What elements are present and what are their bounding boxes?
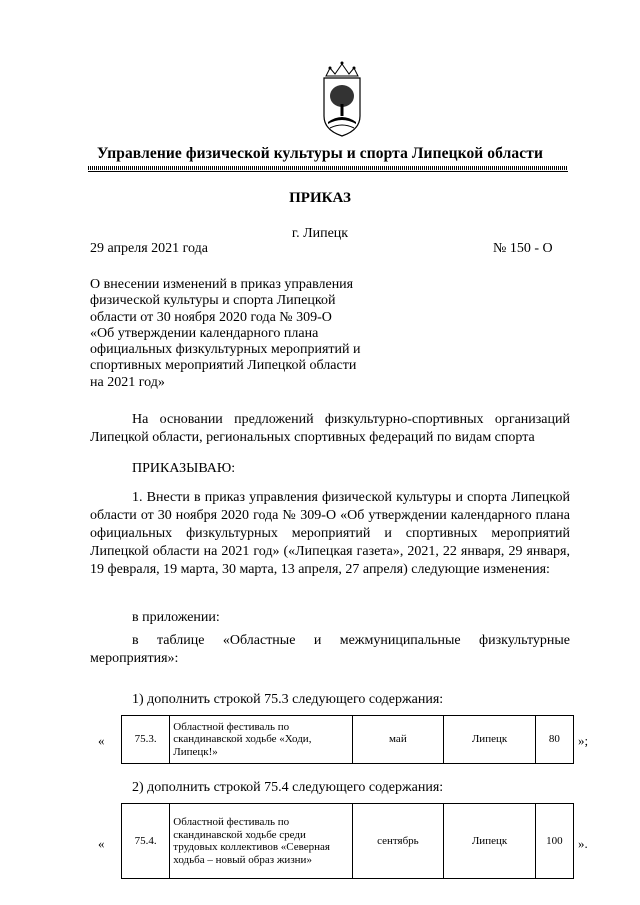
event-name: Областной фестиваль по скандинавской ходьбе среди трудовых коллективов «Северная ходьба – новый образ жизни»: [170, 804, 352, 879]
city: г. Липецк: [291, 226, 349, 241]
participants-count: 80: [535, 716, 573, 764]
item-1: 1) дополнить строкой 75.3 следующего содержания:: [132, 692, 444, 707]
row-number: 75.4.: [121, 804, 169, 879]
open-quote: «: [98, 733, 105, 748]
document-number: № 150 - О: [493, 241, 553, 256]
header-rule: [88, 166, 568, 170]
subject-line: О внесении изменений в приказ управления: [90, 277, 354, 292]
item-2: 2) дополнить строкой 75.4 следующего содержания:: [132, 780, 444, 795]
event-month: сентябрь: [352, 804, 444, 879]
coat-of-arms-icon: [320, 58, 364, 138]
document-title: ПРИКАЗ: [289, 190, 351, 206]
paragraph-basis: На основании предложений физкультурно-спортивных организаций Липецкой области, региональных спортивных федераций по видам спорта: [90, 412, 570, 445]
paragraph-table-ref: в таблице «Областные и межмуниципальные физкультурные мероприятия»:: [90, 633, 570, 666]
paragraph-amendment: 1. Внести в приказ управления физической культуры и спорта Липецкой области от 30 ноября 2020 года № 309-О «Об утверждении календарного плана официальных физкультурных мероприятий и спортивных мероприятий Липецкой области на 2021 год» («Липецкая газета», 2021, 22 января, 29 января, 19 февраля, 19 марта, 30 марта, 13 апреля, 27 апреля) следующие изменения:: [90, 490, 570, 577]
document-subject: [90, 277, 390, 391]
subject-line: физической культуры и спорта Липецкой: [90, 293, 336, 309]
event-name: Областной фестиваль по скандинавской ходьбе «Ходи, Липецк!»: [170, 716, 352, 764]
close-quote: ».: [578, 836, 588, 851]
event-month: май: [352, 716, 444, 764]
event-place: Липецк: [444, 716, 536, 764]
participants-count: 100: [535, 804, 573, 879]
paragraph-order: ПРИКАЗЫВАЮ:: [132, 461, 236, 476]
paragraph-appendix: в приложении:: [132, 610, 220, 625]
open-quote: «: [98, 836, 105, 851]
subject-line: «Об утверждении календарного плана: [90, 325, 319, 341]
header-rule-line: [88, 171, 568, 172]
inserted-row-75-3: [90, 715, 574, 764]
subject-line: на 2021 год»: [90, 374, 165, 390]
inserted-row-75-4: [90, 803, 574, 879]
close-quote: »;: [578, 733, 589, 748]
row-number: 75.3.: [121, 716, 169, 764]
subject-line: области от 30 ноября 2020 года № 309-О: [90, 309, 332, 325]
table-row: [90, 716, 574, 764]
document-date: 29 апреля 2021 года: [90, 241, 208, 256]
event-place: Липецк: [444, 804, 536, 879]
organization-name: Управление физической культуры и спорта Липецкой области: [97, 145, 543, 162]
subject-line: спортивных мероприятий Липецкой области: [90, 358, 357, 374]
table-row: [90, 804, 574, 879]
subject-line: официальных физкультурных мероприятий и: [90, 342, 361, 358]
